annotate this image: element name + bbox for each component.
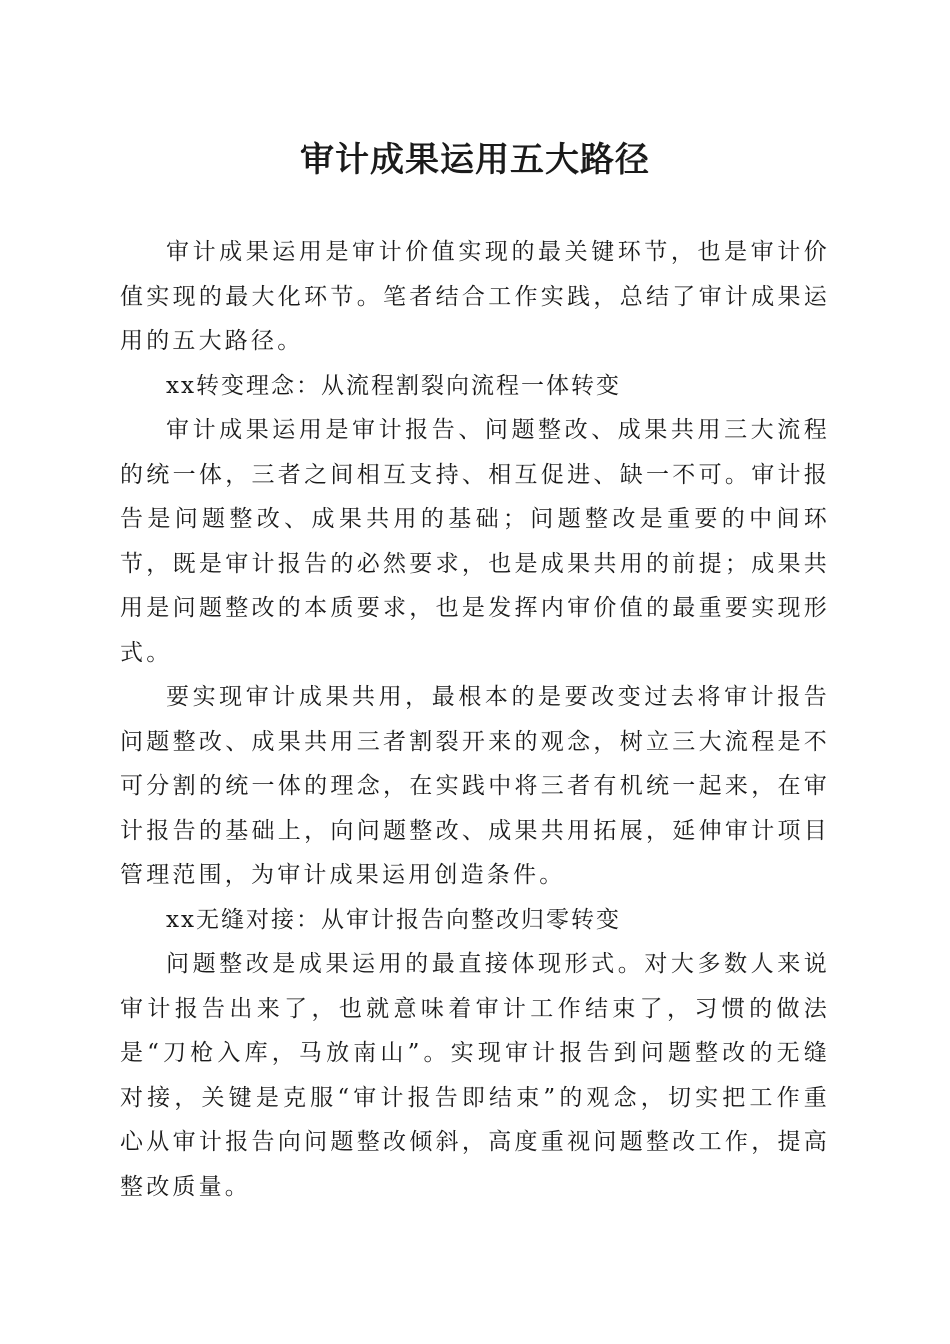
document-body	[120, 230, 830, 1209]
body-paragraph: 审计成果运用是审计报告、问题整改、成果共用三大流程的统一体，三者之间相互支持、相互促进、缺一不可。审计报告是问题整改、成果共用的基础；问题整改是重要的中间环节，既是审计报告的必然要求，也是成果共用的前提；成果共用是问题整改的本质要求，也是发挥内审价值的最重要实现形式。	[120, 417, 830, 666]
body-paragraph: 要实现审计成果共用，最根本的是要改变过去将审计报告问题整改、成果共用三者割裂开来的观念，树立三大流程是不可分割的统一体的理念，在实践中将三者有机统一起来，在审计报告的基础上，向问题整改、成果共用拓展，延伸审计项目管理范围，为审计成果运用创造条件。	[120, 684, 830, 888]
document-title: 审计成果运用五大路径	[300, 140, 650, 180]
section-heading-1: xx转变理念：从流程割裂向流程一体转变	[166, 372, 621, 399]
intro-paragraph: 审计成果运用是审计价值实现的最关键环节，也是审计价值实现的最大化环节。笔者结合工作实践，总结了审计成果运用的五大路径。	[120, 239, 830, 354]
body-paragraph: 问题整改是成果运用的最直接体现形式。对大多数人来说审计报告出来了，也就意味着审计工作结束了，习惯的做法是“刀枪入库，马放南山”。实现审计报告到问题整改的无缝对接，关键是克服“审计报告即结束”的观念，切实把工作重心从审计报告向问题整改倾斜，高度重视问题整改工作，提高整改质量。	[120, 951, 830, 1200]
section-heading-2: xx无缝对接：从审计报告向整改归零转变	[166, 906, 621, 933]
